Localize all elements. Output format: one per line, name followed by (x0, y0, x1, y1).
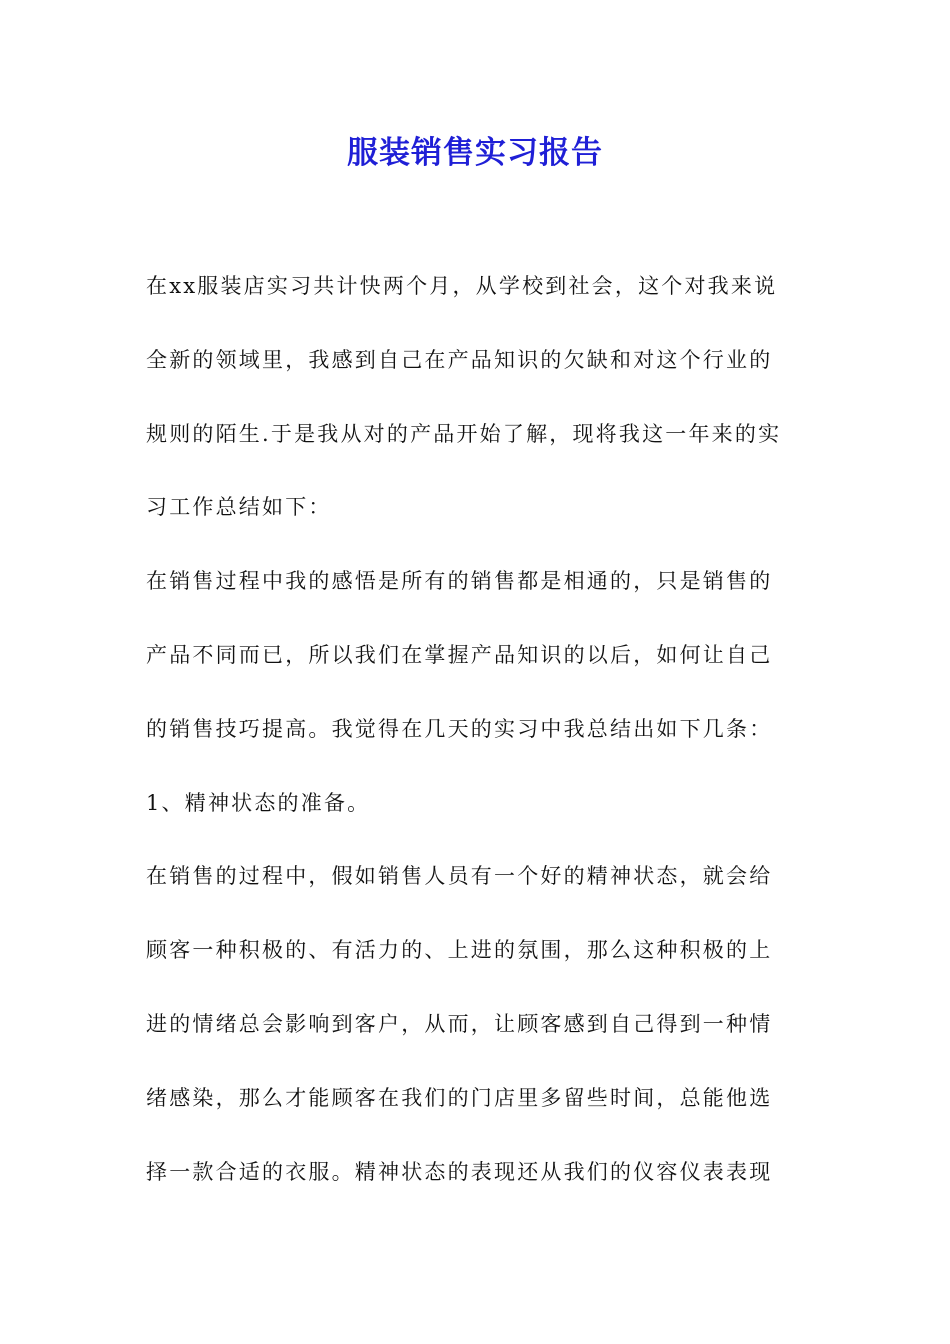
text-line: 在销售过程中我的感悟是所有的销售都是相通的，只是销售的 (146, 569, 773, 594)
text-line: 全新的领域里，我感到自己在产品知识的欠缺和对这个行业的 (146, 347, 773, 372)
document-body (146, 260, 806, 1219)
text-line: 规则的陌生.于是我从对的产品开始了解，现将我这一年来的实 (146, 421, 782, 446)
text-line: 顾客一种积极的、有活力的、上进的氛围，那么这种积极的上 (146, 938, 773, 963)
text-line: 绪感染，那么才能顾客在我们的门店里多留些时间，总能他选 (146, 1085, 773, 1110)
text-line: 习工作总结如下： (146, 495, 332, 520)
text-line: 在xx服装店实习共计快两个月，从学校到社会，这个对我来说 (146, 274, 778, 298)
text-line: 在销售的过程中，假如销售人员有一个好的精神状态，就会给 (146, 864, 773, 889)
text-line: 的销售技巧提高。我觉得在几天的实习中我总结出如下几条： (146, 716, 773, 741)
section-heading: 1、精神状态的准备。 (146, 790, 371, 815)
text-line: 择一款合适的衣服。精神状态的表现还从我们的仪容仪表表现 (146, 1159, 773, 1184)
text-line: 进的情绪总会影响到客户，从而，让顾客感到自己得到一种情 (146, 1011, 773, 1036)
document-title: 服装销售实习报告 (347, 135, 603, 171)
text-line: 产品不同而已，所以我们在掌握产品知识的以后，如何让自己 (146, 642, 773, 667)
